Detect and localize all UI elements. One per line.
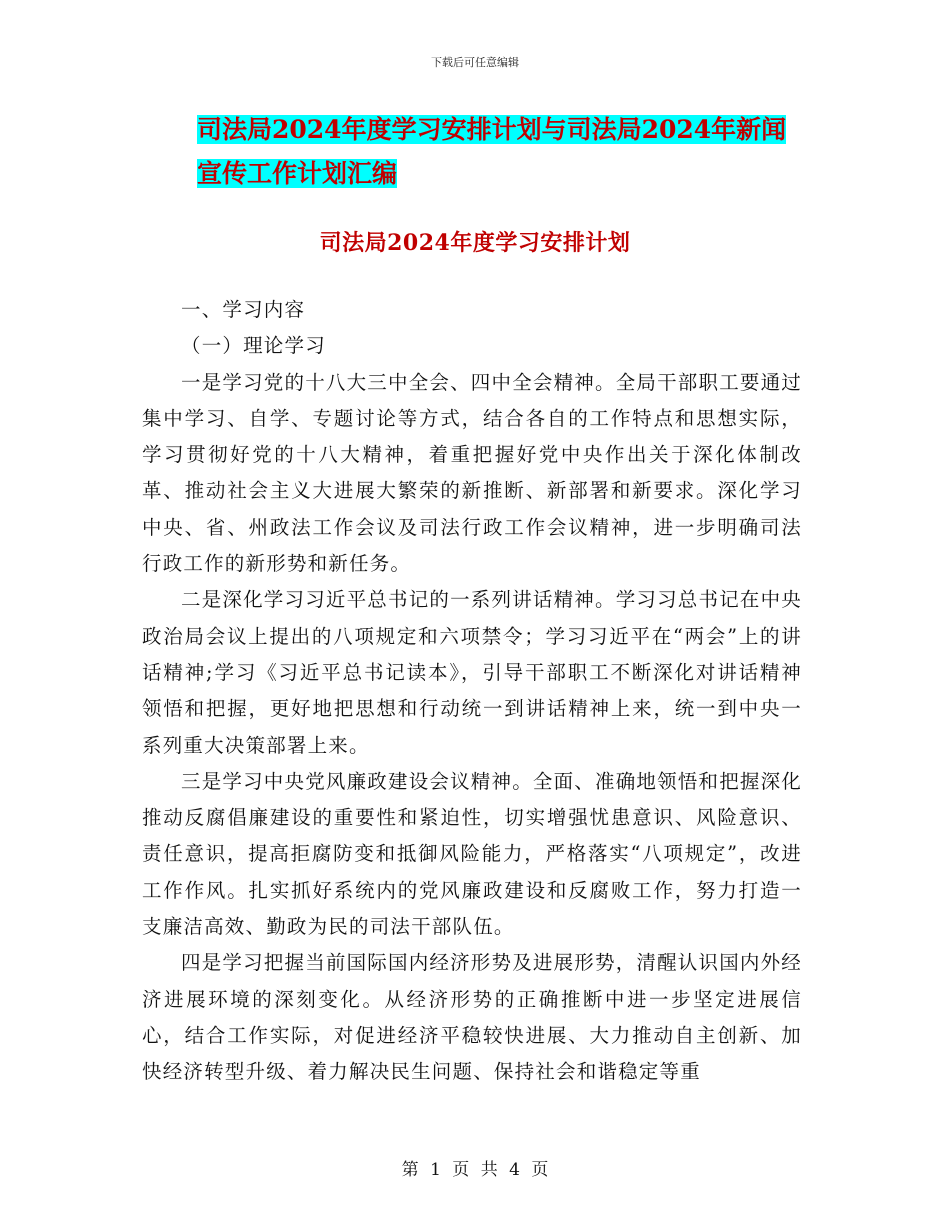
document-title-line-1: 司法局2024年度学习安排计划与司法局2024年新闻 [197,115,787,144]
paragraph-3: 三是学习中央党风廉政建设会议精神。全面、准确地领悟和把握深化推动反腐倡廉建设的重要性和紧迫性，切实增强忧患意识、风险意识、责任意识，提高拒腐防变和抵御风险能力，严格落实“八项规定”，改进工作作风。扎实抓好系统内的党风廉政建设和反腐败工作，努力打造一支廉洁高效、勤政为民的司法干部队伍。 [142,769,803,939]
body-text [142,292,802,1091]
footer-page-word: 页 [452,1160,470,1180]
document-title [197,108,807,196]
header-note: 下载后可任意编辑 [431,56,519,69]
page-footer [0,1155,950,1180]
section-title: 司法局2024年度学习安排计划 [319,230,631,256]
heading-study-content: 一、学习内容 [181,298,306,321]
paragraph-4: 四是学习把握当前国际国内经济形势及进展形势，清醒认识国内外经济进展环境的深刻变化。从经济形势的正确推断中进一步坚定进展信心，结合工作实际，对促进经济平稳较快进展、大力推动自主创新、加快经济转型升级、着力解决民生问题、保持社会和谐稳定等重 [142,951,803,1084]
footer-page-number: 1 [430,1160,441,1180]
footer-total-suffix: 页 [531,1160,549,1180]
paragraph-2: 二是深化学习习近平总书记的一系列讲话精神。学习习总书记在中央政治局会议上提出的八项规定和六项禁令；学习习近平在“两会”上的讲话精神;学习《习近平总书记读本》，引导干部职工不断深化对讲话精神领悟和把握，更好地把思想和行动统一到讲话精神上来，统一到中央一系列重大决策部署上来。 [142,588,803,757]
paragraph-1: 一是学习党的十八大三中全会、四中全会精神。全局干部职工要通过集中学习、自学、专题讨论等方式，结合各自的工作特点和思想实际，学习贯彻好党的十八大精神，着重把握好党中央作出关于深化体制改革、推动社会主义大进展大繁荣的新推断、新部署和新要求。深化学习中央、省、州政法工作会议及司法行政工作会议精神，进一步明确司法行政工作的新形势和新任务。 [142,370,803,576]
footer-total-word: 共 [480,1160,498,1180]
footer-prefix: 第 [401,1160,419,1180]
document-title-line-2: 宣传工作计划汇编 [197,159,398,188]
heading-theory-study: （一）理论学习 [181,334,326,358]
footer-total-pages: 4 [509,1160,520,1180]
